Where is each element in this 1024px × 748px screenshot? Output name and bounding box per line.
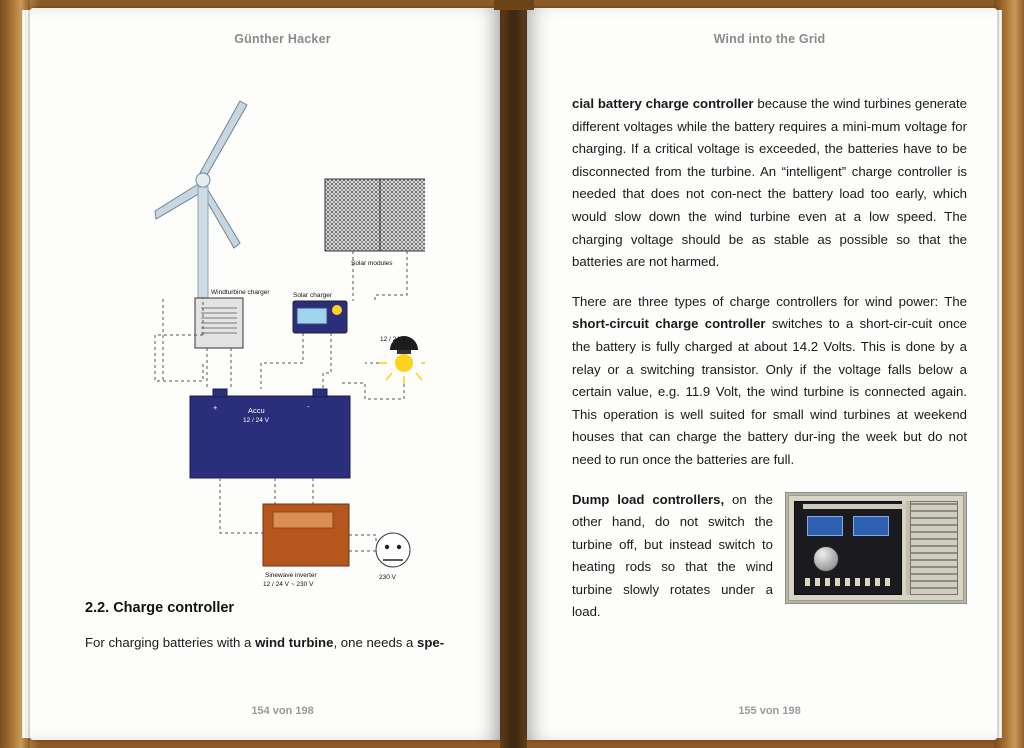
left-paragraph: For charging batteries with a wind turbine, one needs a spe- [85,635,445,650]
running-head-left: Günther Hacker [234,32,331,46]
system-diagram-svg [35,63,425,593]
system-diagram [35,63,425,593]
running-head-right: Wind into the Grid [713,32,826,46]
label-battery-voltage: 12 / 24 V [243,417,270,424]
book-spine-top [494,0,534,10]
right-page-column [572,8,967,740]
label-lamp-voltage: 12 / 24 V [380,336,407,343]
label-socket-voltage: 230 V [379,574,396,581]
page-number-right: 155 von 198 [738,705,801,717]
page-number-left: 154 von 198 [251,705,314,717]
label-windturbine-charger: Windturbine charger [211,289,270,296]
section-heading: 2.2. Charge controller [85,600,235,616]
paragraph-1: cial battery charge controller because the wind turbines generate different voltages while the battery requires a mini-mum voltage for charging. If a critical voltage is exceeded, the batteries have to be disconnected from the turbine. An “intelligent” charge controller is needed that does not con-nect the battery load too early, which would slow down the wind turbine even at a low speed. The charging voltage should be as stable as possible so that the batteries are not harmed. [572,96,967,270]
paragraph-2: There are three types of charge controllers for wind power: The short-circuit charge controller switches to a short-cir-cuit once the battery is fully charged at about 14.2 Volts. This is done by a relay or a switching transistor. Only if the voltage falls below a certain value, e.g. 11.9 Volt, the wind turbine is connected again. This operation is well suited for small wind turbines at weekend houses that can charge the battery dur-ing the week but do not need to run once the batteries are full. [572,293,967,467]
label-solar-charger: Solar charger [293,292,333,299]
label-battery-name: Accu [248,406,265,415]
page-left [30,8,500,740]
right-page-text [572,93,967,641]
label-solar-modules: Solar modules [351,260,393,267]
label-inverter-line2: 12 / 24 V ~ 230 V [263,581,314,588]
book-gutter [500,0,527,748]
charge-controller-photo [785,492,967,604]
left-page-text [85,600,480,672]
label-battery-plus: + [213,403,218,412]
page-right [527,8,997,740]
label-battery-minus: - [307,402,310,411]
label-inverter-line1: Sinewave inverter [265,572,317,579]
paragraph-3: Dump load controllers, on the other hand, do not switch the turbine off, but instead switch to heating rods so that the wind turbine slowly rotates under a load. [572,491,773,620]
